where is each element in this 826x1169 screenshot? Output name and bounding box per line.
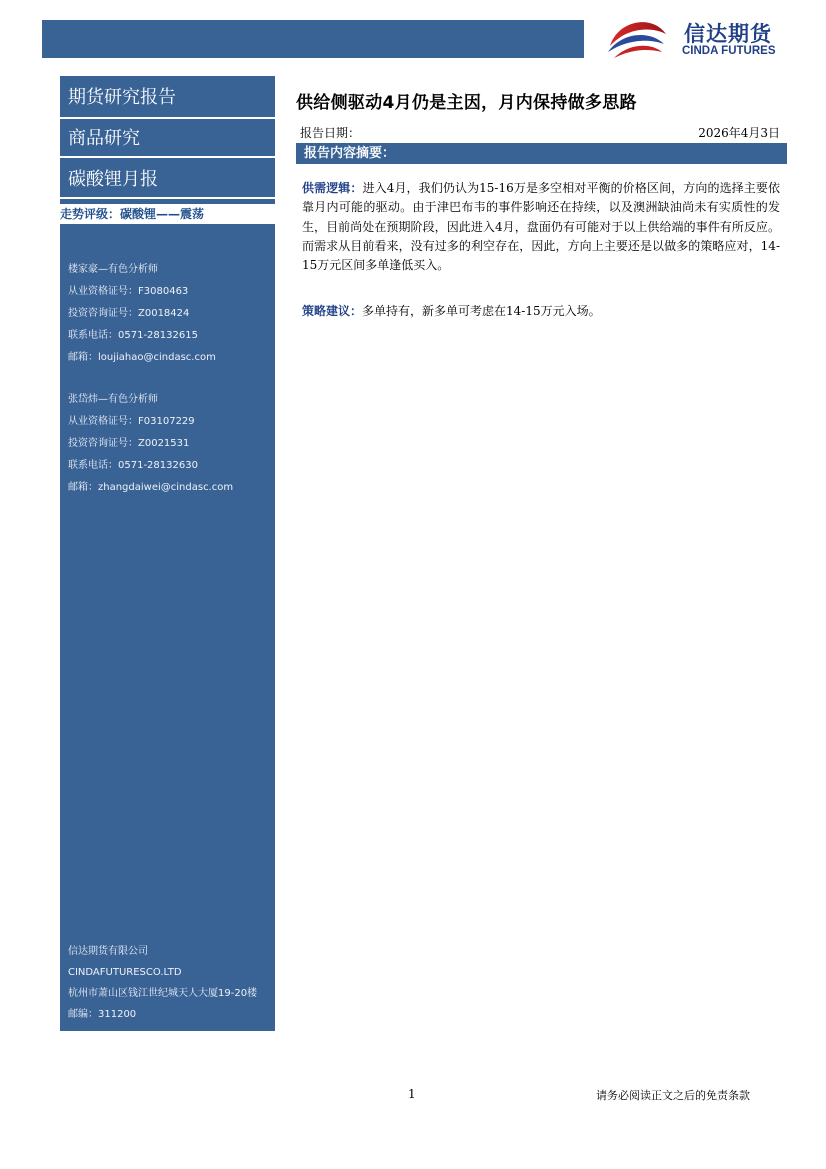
sidebar-heading-monthly: 碳酸锂月报: [68, 169, 158, 190]
report-title: 供给侧驱动4月仍是主因，月内保持做多思路: [296, 93, 637, 113]
logo-chinese-name: 信达期货: [684, 22, 772, 46]
cinda-logo: [604, 16, 790, 64]
analyst-email: 邮箱：loujiahao@cindasc.com: [68, 352, 216, 363]
header-bar: [42, 20, 584, 58]
analyst-license: 从业资格证号：F03107229: [68, 416, 195, 427]
sidebar-divider: [60, 197, 275, 199]
report-date-row: [300, 124, 780, 142]
report-date-value: 2026年4月3日: [698, 126, 780, 140]
strategy-label: 策略建议：: [302, 304, 363, 318]
strategy-text: 多单持有，新多单可考虑在14-15万元入场。: [362, 304, 601, 318]
logo-english-name: CINDA FUTURES: [682, 45, 776, 57]
report-date-label: 报告日期：: [300, 126, 361, 140]
sidebar-divider: [60, 156, 275, 158]
analyst-name: 张岱炜—有色分析师: [68, 394, 158, 405]
strategy-paragraph: [302, 302, 780, 321]
sidebar-heading-report-type: 期货研究报告: [68, 87, 176, 108]
company-name-cn: 信达期货有限公司: [68, 946, 148, 957]
supply-demand-label: 供需逻辑：: [302, 181, 363, 195]
analyst-license: 从业资格证号：F3080463: [68, 286, 189, 297]
analyst-name: 楼家豪—有色分析师: [68, 264, 158, 275]
sidebar-heading-category: 商品研究: [68, 128, 140, 149]
page-number: 1: [408, 1087, 416, 1101]
analyst-phone: 联系电话：0571-28132630: [68, 460, 198, 471]
sidebar: [60, 76, 275, 1031]
analyst-block: [68, 262, 216, 372]
company-postcode: 邮编：311200: [68, 1009, 137, 1020]
summary-heading: 报告内容摘要：: [296, 143, 787, 164]
analyst-consult-license: 投资咨询证号：Z0018424: [68, 308, 190, 319]
company-name-en: CINDAFUTURESCO.LTD: [68, 967, 182, 978]
cinda-swirl-icon: [604, 16, 670, 62]
company-info: [68, 944, 257, 1028]
analyst-consult-license: 投资咨询证号：Z0021531: [68, 438, 190, 449]
company-address: 杭州市萧山区钱江世纪城天人大厦19-20楼: [68, 988, 258, 999]
trend-rating: 走势评级：碳酸锂——震荡: [60, 204, 275, 224]
analyst-block: [68, 392, 233, 502]
analyst-email: 邮箱：zhangdaiwei@cindasc.com: [68, 482, 234, 493]
supply-demand-text: 进入4月，我们仍认为15-16万是多空相对平衡的价格区间，方向的选择主要依靠月内可能的驱动。由于津巴布韦的事件影响还在持续，以及澳洲缺油尚未有实质性的发生，目前尚处在预期阶段，因此进入4月，盘面仍有可能对于以上供给端的事件有所反应。而需求从目前看来，没有过多的利空存在，因此，方向上主要还是以做多的策略应对，14-15万元区间多单逢低买入。: [302, 181, 780, 273]
analyst-phone: 联系电话：0571-28132615: [68, 330, 198, 341]
disclaimer-note: 请务必阅读正文之后的免责条款: [596, 1089, 750, 1102]
supply-demand-paragraph: [302, 179, 780, 275]
